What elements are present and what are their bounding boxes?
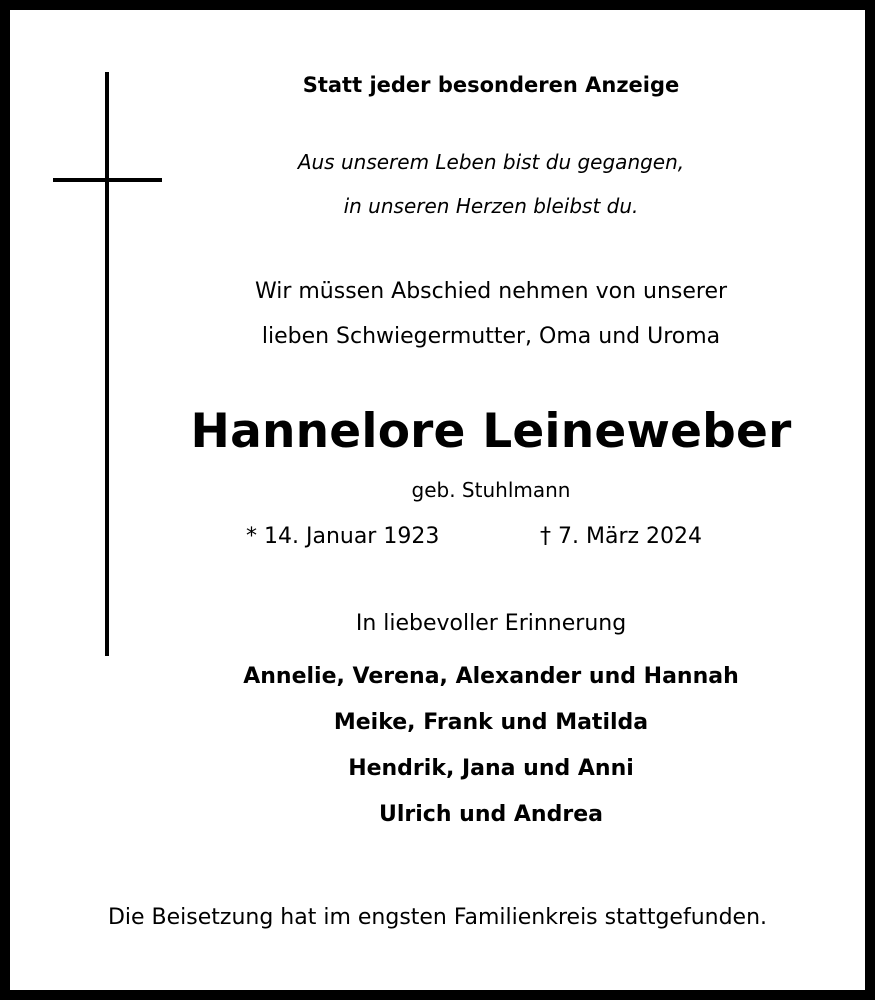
cross-horizontal-bar — [53, 178, 162, 182]
burial-note: Die Beisetzung hat im engsten Familienkreis stattgefunden. — [107, 905, 768, 930]
mourner-line: Ulrich und Andrea — [379, 802, 603, 827]
mourner-line: Hendrik, Jana und Anni — [348, 756, 634, 781]
birth-date: * 14. Januar 1923 — [246, 524, 440, 549]
farewell-text-line-1: Wir müssen Abschied nehmen von unserer — [254, 279, 728, 304]
mourner-line: Meike, Frank und Matilda — [333, 710, 649, 735]
maiden-name: geb. Stuhlmann — [411, 478, 571, 502]
memorial-quote-line-2: in unseren Herzen bleibst du. — [343, 194, 639, 218]
memory-text: In liebevoller Erinnerung — [355, 611, 627, 636]
notice-header: Statt jeder besonderen Anzeige — [302, 73, 680, 97]
death-date: † 7. März 2024 — [540, 524, 703, 549]
farewell-text-line-2: lieben Schwiegermutter, Oma und Uroma — [261, 324, 721, 349]
deceased-name: Hannelore Leineweber — [190, 404, 792, 459]
memorial-quote-line-1: Aus unserem Leben bist du gegangen, — [297, 150, 685, 174]
mourner-line: Annelie, Verena, Alexander und Hannah — [243, 664, 739, 689]
